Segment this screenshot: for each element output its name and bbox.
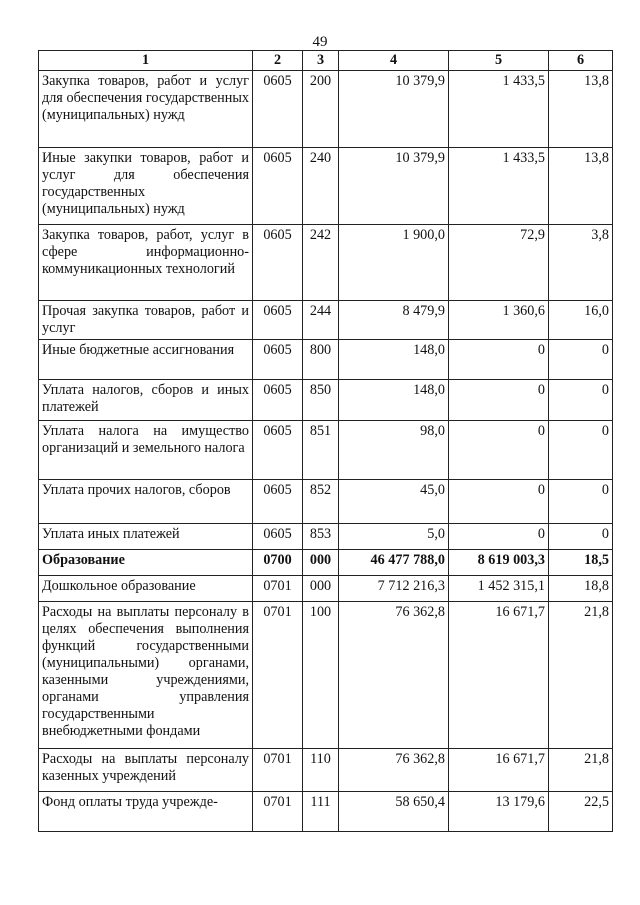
- expense-code-cell: 000: [303, 576, 339, 602]
- section-code-cell: 0605: [253, 148, 303, 225]
- table-row: [39, 576, 613, 602]
- actual-value-cell: 0: [449, 421, 549, 480]
- expense-code-cell: 850: [303, 380, 339, 421]
- row-name-cell: Расходы на выплаты персоналу казенных учреждений: [39, 749, 253, 792]
- plan-value-cell: 7 712 216,3: [339, 576, 449, 602]
- section-code-cell: 0605: [253, 301, 303, 340]
- row-name-cell: Дошкольное образование: [39, 576, 253, 602]
- percent-cell: 0: [549, 340, 613, 380]
- actual-value-cell: 0: [449, 480, 549, 524]
- actual-value-cell: 8 619 003,3: [449, 550, 549, 576]
- column-header: 2: [253, 51, 303, 71]
- actual-value-cell: 72,9: [449, 225, 549, 301]
- budget-table: [38, 50, 613, 832]
- expense-code-cell: 200: [303, 71, 339, 148]
- percent-cell: 0: [549, 524, 613, 550]
- section-code-cell: 0605: [253, 421, 303, 480]
- plan-value-cell: 148,0: [339, 380, 449, 421]
- column-header: 4: [339, 51, 449, 71]
- plan-value-cell: 10 379,9: [339, 71, 449, 148]
- table-row: [39, 148, 613, 225]
- expense-code-cell: 100: [303, 602, 339, 749]
- actual-value-cell: 13 179,6: [449, 792, 549, 832]
- table-row: [39, 380, 613, 421]
- section-code-cell: 0605: [253, 71, 303, 148]
- actual-value-cell: 0: [449, 524, 549, 550]
- table-row: [39, 71, 613, 148]
- plan-value-cell: 148,0: [339, 340, 449, 380]
- plan-value-cell: 46 477 788,0: [339, 550, 449, 576]
- plan-value-cell: 58 650,4: [339, 792, 449, 832]
- plan-value-cell: 8 479,9: [339, 301, 449, 340]
- section-code-cell: 0701: [253, 749, 303, 792]
- expense-code-cell: 853: [303, 524, 339, 550]
- page-number: 49: [312, 34, 328, 50]
- actual-value-cell: 1 433,5: [449, 71, 549, 148]
- expense-code-cell: 110: [303, 749, 339, 792]
- expense-code-cell: 851: [303, 421, 339, 480]
- percent-cell: 3,8: [549, 225, 613, 301]
- percent-cell: 0: [549, 421, 613, 480]
- percent-cell: 13,8: [549, 148, 613, 225]
- percent-cell: 21,8: [549, 749, 613, 792]
- actual-value-cell: 0: [449, 380, 549, 421]
- percent-cell: 21,8: [549, 602, 613, 749]
- plan-value-cell: 76 362,8: [339, 749, 449, 792]
- percent-cell: 0: [549, 380, 613, 421]
- expense-code-cell: 244: [303, 301, 339, 340]
- actual-value-cell: 1 452 315,1: [449, 576, 549, 602]
- actual-value-cell: 1 360,6: [449, 301, 549, 340]
- actual-value-cell: 1 433,5: [449, 148, 549, 225]
- table-row: [39, 421, 613, 480]
- actual-value-cell: 16 671,7: [449, 749, 549, 792]
- column-header: 6: [549, 51, 613, 71]
- table-body: [39, 71, 613, 832]
- section-code-cell: 0701: [253, 602, 303, 749]
- plan-value-cell: 76 362,8: [339, 602, 449, 749]
- table-row: [39, 480, 613, 524]
- plan-value-cell: 45,0: [339, 480, 449, 524]
- row-name-cell: Фонд оплаты труда учрежде-: [39, 792, 253, 832]
- section-code-cell: 0700: [253, 550, 303, 576]
- table-row: [39, 550, 613, 576]
- actual-value-cell: 16 671,7: [449, 602, 549, 749]
- row-name-cell: Иные бюджетные ассигнования: [39, 340, 253, 380]
- percent-cell: 18,8: [549, 576, 613, 602]
- section-code-cell: 0605: [253, 225, 303, 301]
- table-row: [39, 340, 613, 380]
- row-name-cell: Уплата налогов, сборов и иных платежей: [39, 380, 253, 421]
- table-row: [39, 225, 613, 301]
- table-row: [39, 749, 613, 792]
- section-code-cell: 0605: [253, 480, 303, 524]
- percent-cell: 16,0: [549, 301, 613, 340]
- row-name-cell: Уплата налога на имущество организаций и земельного налога: [39, 421, 253, 480]
- expense-code-cell: 242: [303, 225, 339, 301]
- row-name-cell: Расходы на выплаты персоналу в целях обеспечения выполнения функций государственными (муниципальными) органами, казенными учреждениями, органами управления государственными внебюджетными фондами: [39, 602, 253, 749]
- plan-value-cell: 5,0: [339, 524, 449, 550]
- percent-cell: 22,5: [549, 792, 613, 832]
- row-name-cell: Прочая закупка товаров, работ и услуг: [39, 301, 253, 340]
- row-name-cell: Уплата прочих налогов, сборов: [39, 480, 253, 524]
- plan-value-cell: 98,0: [339, 421, 449, 480]
- percent-cell: 18,5: [549, 550, 613, 576]
- section-code-cell: 0605: [253, 380, 303, 421]
- table-row: [39, 602, 613, 749]
- expense-code-cell: 000: [303, 550, 339, 576]
- column-header: 5: [449, 51, 549, 71]
- plan-value-cell: 10 379,9: [339, 148, 449, 225]
- actual-value-cell: 0: [449, 340, 549, 380]
- row-name-cell: Иные закупки товаров, работ и услуг для обеспечения государственных (муниципальных) нужд: [39, 148, 253, 225]
- plan-value-cell: 1 900,0: [339, 225, 449, 301]
- section-code-cell: 0605: [253, 340, 303, 380]
- expense-code-cell: 852: [303, 480, 339, 524]
- section-code-cell: 0701: [253, 576, 303, 602]
- expense-code-cell: 800: [303, 340, 339, 380]
- section-code-cell: 0605: [253, 524, 303, 550]
- table-header-row: [39, 51, 613, 71]
- table-row: [39, 524, 613, 550]
- table-row: [39, 792, 613, 832]
- column-header: 1: [39, 51, 253, 71]
- row-name-cell: Уплата иных платежей: [39, 524, 253, 550]
- expense-code-cell: 111: [303, 792, 339, 832]
- table-row: [39, 301, 613, 340]
- percent-cell: 0: [549, 480, 613, 524]
- row-name-cell: Образование: [39, 550, 253, 576]
- percent-cell: 13,8: [549, 71, 613, 148]
- row-name-cell: Закупка товаров, работ, услуг в сфере информационно-коммуникационных технологий: [39, 225, 253, 301]
- row-name-cell: Закупка товаров, работ и услуг для обеспечения государственных (муниципальных) нужд: [39, 71, 253, 148]
- expense-code-cell: 240: [303, 148, 339, 225]
- section-code-cell: 0701: [253, 792, 303, 832]
- column-header: 3: [303, 51, 339, 71]
